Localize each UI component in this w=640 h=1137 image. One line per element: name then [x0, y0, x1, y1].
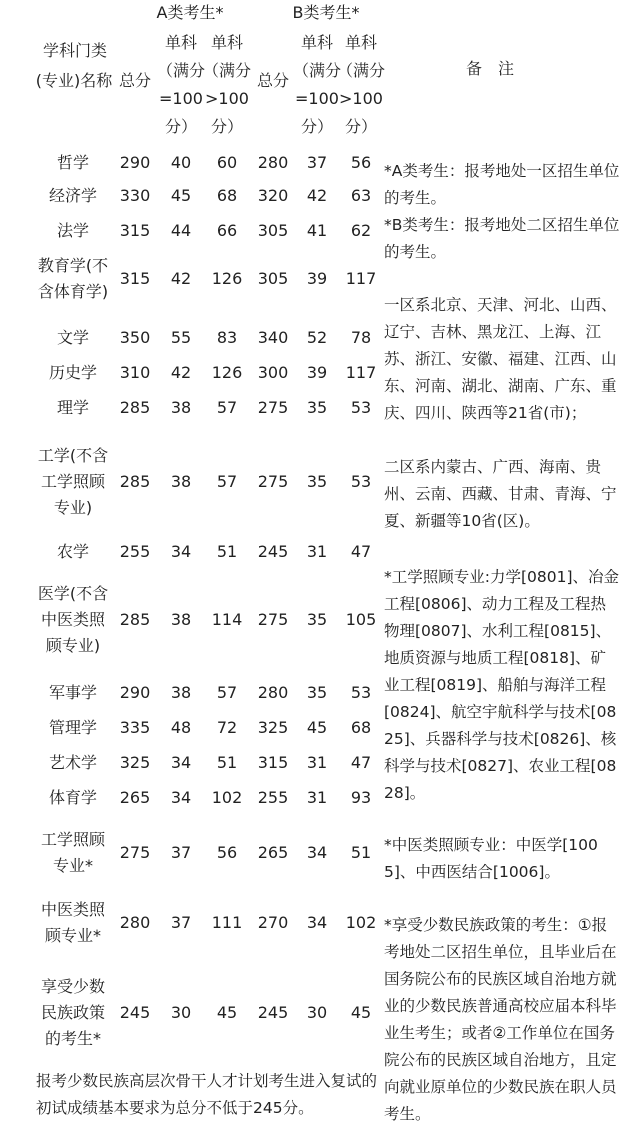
score-b-total: 245: [257, 542, 289, 561]
subject-name: 顾专业*: [44, 926, 101, 945]
note-minority-policy: *享受少数民族政策的考生：①报考地处二区招生单位，且毕业后在国务院公布的民族区域自治地方就业的少数民族普通高校应届本科毕业生考生；或者②工作单位在国务院公布的民族区域自治地方，且定向就业原单位的少数民族在职人员考生。: [384, 916, 617, 1123]
header-a-group: A类考生*: [156, 3, 224, 22]
score-a-total: 285: [119, 398, 151, 417]
score-a-s2: 126: [211, 269, 243, 288]
subject-name: 体育学: [48, 788, 97, 807]
score-b-s2: 105: [345, 610, 377, 629]
score-a-s1: 34: [170, 753, 192, 772]
score-a-total: 315: [119, 221, 151, 240]
score-b-total: 275: [257, 398, 289, 417]
score-b-s2: 68: [350, 718, 372, 737]
subject-name: 经济学: [48, 186, 97, 205]
score-a-s1: 42: [170, 363, 192, 382]
subject-name: 艺术学: [48, 753, 97, 772]
subject-name: 工学照顾: [40, 830, 105, 849]
score-a-s2: 60: [216, 153, 238, 172]
score-a-s2: 57: [216, 683, 238, 702]
score-a-s2: 83: [216, 328, 238, 347]
score-b-s2: 117: [345, 363, 377, 382]
score-b-total: 305: [257, 269, 289, 288]
subject-name: 享受少数: [40, 977, 105, 996]
score-a-s2: 68: [216, 186, 238, 205]
score-b-s2: 53: [350, 398, 372, 417]
header-b-s1-l2: （满分: [292, 61, 341, 80]
subject-name: 中医类照: [40, 610, 105, 629]
subject-name: 工学(不含: [37, 446, 109, 465]
header-b-s1-l1: 单科: [300, 33, 333, 52]
score-a-s2: 57: [216, 398, 238, 417]
header-a-total: 总分: [118, 71, 151, 90]
subject-name: 专业*: [52, 856, 93, 875]
score-b-s1: 35: [306, 472, 328, 491]
score-b-total: 265: [257, 843, 289, 862]
score-a-s2: 114: [211, 610, 243, 629]
score-b-total: 275: [257, 472, 289, 491]
score-b-s2: 63: [350, 186, 372, 205]
subject-name: 顾专业): [45, 636, 101, 655]
header-b-group: B类考生*: [292, 3, 360, 22]
score-a-s1: 37: [170, 913, 192, 932]
score-b-s1: 52: [306, 328, 328, 347]
score-a-s1: 34: [170, 542, 192, 561]
score-a-total: 245: [119, 1003, 151, 1022]
score-b-s1: 35: [306, 398, 328, 417]
score-a-total: 330: [119, 186, 151, 205]
score-a-total: 350: [119, 328, 151, 347]
score-b-total: 270: [257, 913, 289, 932]
score-b-s1: 31: [306, 542, 328, 561]
score-b-total: 275: [257, 610, 289, 629]
subject-name: 历史学: [48, 363, 97, 382]
score-a-s1: 37: [170, 843, 192, 862]
score-a-s1: 30: [170, 1003, 192, 1022]
score-b-s1: 35: [306, 610, 328, 629]
score-b-s1: 31: [306, 753, 328, 772]
score-b-total: 340: [257, 328, 289, 347]
score-a-total: 280: [119, 913, 151, 932]
score-a-s2: 45: [216, 1003, 238, 1022]
note-b-type: *B类考生：报考地处二区招生单位的考生。: [384, 216, 620, 261]
score-b-s1: 34: [306, 843, 328, 862]
score-b-total: 280: [257, 153, 289, 172]
score-b-s2: 56: [350, 153, 372, 172]
header-b-s2-l2: （满分: [336, 61, 385, 80]
score-b-s1: 34: [306, 913, 328, 932]
score-a-s1: 38: [170, 472, 192, 491]
score-a-s2: 72: [216, 718, 238, 737]
score-b-s2: 51: [350, 843, 372, 862]
header-b-s2-l3: >100: [339, 89, 383, 108]
score-b-total: 305: [257, 221, 289, 240]
header-a-s1-l1: 单科: [164, 33, 197, 52]
score-b-total: 280: [257, 683, 289, 702]
subject-name: 军事学: [48, 683, 97, 702]
header-b-s2-l4: 分）: [344, 117, 377, 136]
footer-note: 报考少数民族高层次骨干人才计划考生进入复试的初试成绩基本要求为总分不低于245分。: [36, 1072, 378, 1117]
score-a-s1: 38: [170, 398, 192, 417]
subject-name: 含体育学): [37, 282, 109, 301]
subject-name: 农学: [56, 542, 89, 561]
score-b-s2: 53: [350, 683, 372, 702]
score-a-s1: 55: [170, 328, 192, 347]
score-a-s1: 38: [170, 610, 192, 629]
score-a-total: 335: [119, 718, 151, 737]
score-b-s1: 45: [306, 718, 328, 737]
score-b-s2: 45: [350, 1003, 372, 1022]
score-a-total: 290: [119, 683, 151, 702]
header-b-s1-l3: =100: [295, 89, 339, 108]
score-b-s2: 117: [345, 269, 377, 288]
subject-name: 专业): [53, 498, 93, 517]
header-a-s2-l3: >100: [205, 89, 249, 108]
score-a-s1: 48: [170, 718, 192, 737]
header-a-s1-l4: 分）: [164, 117, 197, 136]
score-b-s1: 39: [306, 363, 328, 382]
header-a-s1-l3: =100: [159, 89, 203, 108]
subject-name: 法学: [56, 221, 89, 240]
score-b-s1: 30: [306, 1003, 328, 1022]
score-b-s1: 37: [306, 153, 328, 172]
score-a-total: 290: [119, 153, 151, 172]
score-a-s2: 102: [211, 788, 243, 807]
score-b-total: 315: [257, 753, 289, 772]
score-a-total: 265: [119, 788, 151, 807]
score-a-s1: 34: [170, 788, 192, 807]
score-b-total: 245: [257, 1003, 289, 1022]
score-b-s2: 102: [345, 913, 377, 932]
score-a-total: 275: [119, 843, 151, 862]
header-a-s2-l4: 分）: [210, 117, 243, 136]
score-a-total: 315: [119, 269, 151, 288]
subject-name: 工学照顾: [40, 472, 105, 491]
note-engineering-special: *工学照顾专业:力学[0801]、冶金工程[0806]、动力工程及工程热物理[0807]、水利工程[0815]、地质资源与地质工程[0818]、矿业工程[0819]、船舶与海洋工程[0824]、航空宇航科学与技术[0825]、兵器科学与技术[0826]、核科学与技术[0827]、农业工程[0828]。: [384, 568, 620, 802]
header-subject-line1: 学科门类: [42, 41, 107, 60]
note-region-1: 一区系北京、天津、河北、山西、辽宁、吉林、黑龙江、上海、江苏、浙江、安徽、福建、江西、山东、河南、湖北、湖南、广东、重庆、四川、陕西等21省(市)；: [384, 296, 617, 422]
header-subject-line2: (专业)名称: [35, 71, 113, 90]
subject-name: 民族政策: [40, 1003, 105, 1022]
score-b-total: 320: [257, 186, 289, 205]
score-b-s1: 39: [306, 269, 328, 288]
subject-name: 的考生*: [44, 1029, 101, 1048]
header-a-s1-l2: （满分: [156, 61, 205, 80]
header-a-s2-l2: （满分: [202, 61, 251, 80]
score-b-s1: 35: [306, 683, 328, 702]
score-a-s1: 40: [170, 153, 192, 172]
score-a-total: 255: [119, 542, 151, 561]
score-a-s1: 42: [170, 269, 192, 288]
score-b-total: 255: [257, 788, 289, 807]
score-a-s1: 44: [170, 221, 192, 240]
score-a-s2: 66: [216, 221, 238, 240]
header-b-total: 总分: [256, 71, 289, 90]
score-b-total: 300: [257, 363, 289, 382]
score-a-total: 325: [119, 753, 151, 772]
score-a-s2: 51: [216, 542, 238, 561]
header-notes: 备 注: [465, 59, 514, 78]
score-b-s2: 93: [350, 788, 372, 807]
score-a-s2: 57: [216, 472, 238, 491]
score-b-s2: 47: [350, 753, 372, 772]
score-a-s2: 126: [211, 363, 243, 382]
score-b-s2: 78: [350, 328, 372, 347]
score-a-total: 285: [119, 610, 151, 629]
score-b-s2: 47: [350, 542, 372, 561]
subject-name: 中医类照: [40, 900, 105, 919]
score-b-s2: 62: [350, 221, 372, 240]
subject-name: 管理学: [48, 718, 97, 737]
score-a-s2: 56: [216, 843, 238, 862]
subject-name: 医学(不含: [37, 584, 109, 603]
header-b-s1-l4: 分）: [300, 117, 333, 136]
note-region-2: 二区系内蒙古、广西、海南、贵州、云南、西藏、甘肃、青海、宁夏、新疆等10省(区)。: [384, 458, 617, 530]
score-a-s1: 45: [170, 186, 192, 205]
score-a-s2: 111: [211, 913, 243, 932]
subject-name: 文学: [56, 328, 89, 347]
score-b-s1: 41: [306, 221, 328, 240]
subject-name: 哲学: [56, 153, 89, 172]
note-tcm-special: *中医类照顾专业：中医学[1005]、中西医结合[1006]。: [384, 836, 598, 881]
score-a-total: 285: [119, 472, 151, 491]
note-a-type: *A类考生：报考地处一区招生单位的考生。: [384, 162, 620, 207]
score-a-s2: 51: [216, 753, 238, 772]
score-b-s2: 53: [350, 472, 372, 491]
score-a-s1: 38: [170, 683, 192, 702]
header-a-s2-l1: 单科: [210, 33, 243, 52]
score-b-s1: 31: [306, 788, 328, 807]
score-b-s1: 42: [306, 186, 328, 205]
score-b-total: 325: [257, 718, 289, 737]
header-b-s2-l1: 单科: [344, 33, 377, 52]
subject-name: 理学: [56, 398, 89, 417]
score-a-total: 310: [119, 363, 151, 382]
subject-name: 教育学(不: [37, 256, 109, 275]
